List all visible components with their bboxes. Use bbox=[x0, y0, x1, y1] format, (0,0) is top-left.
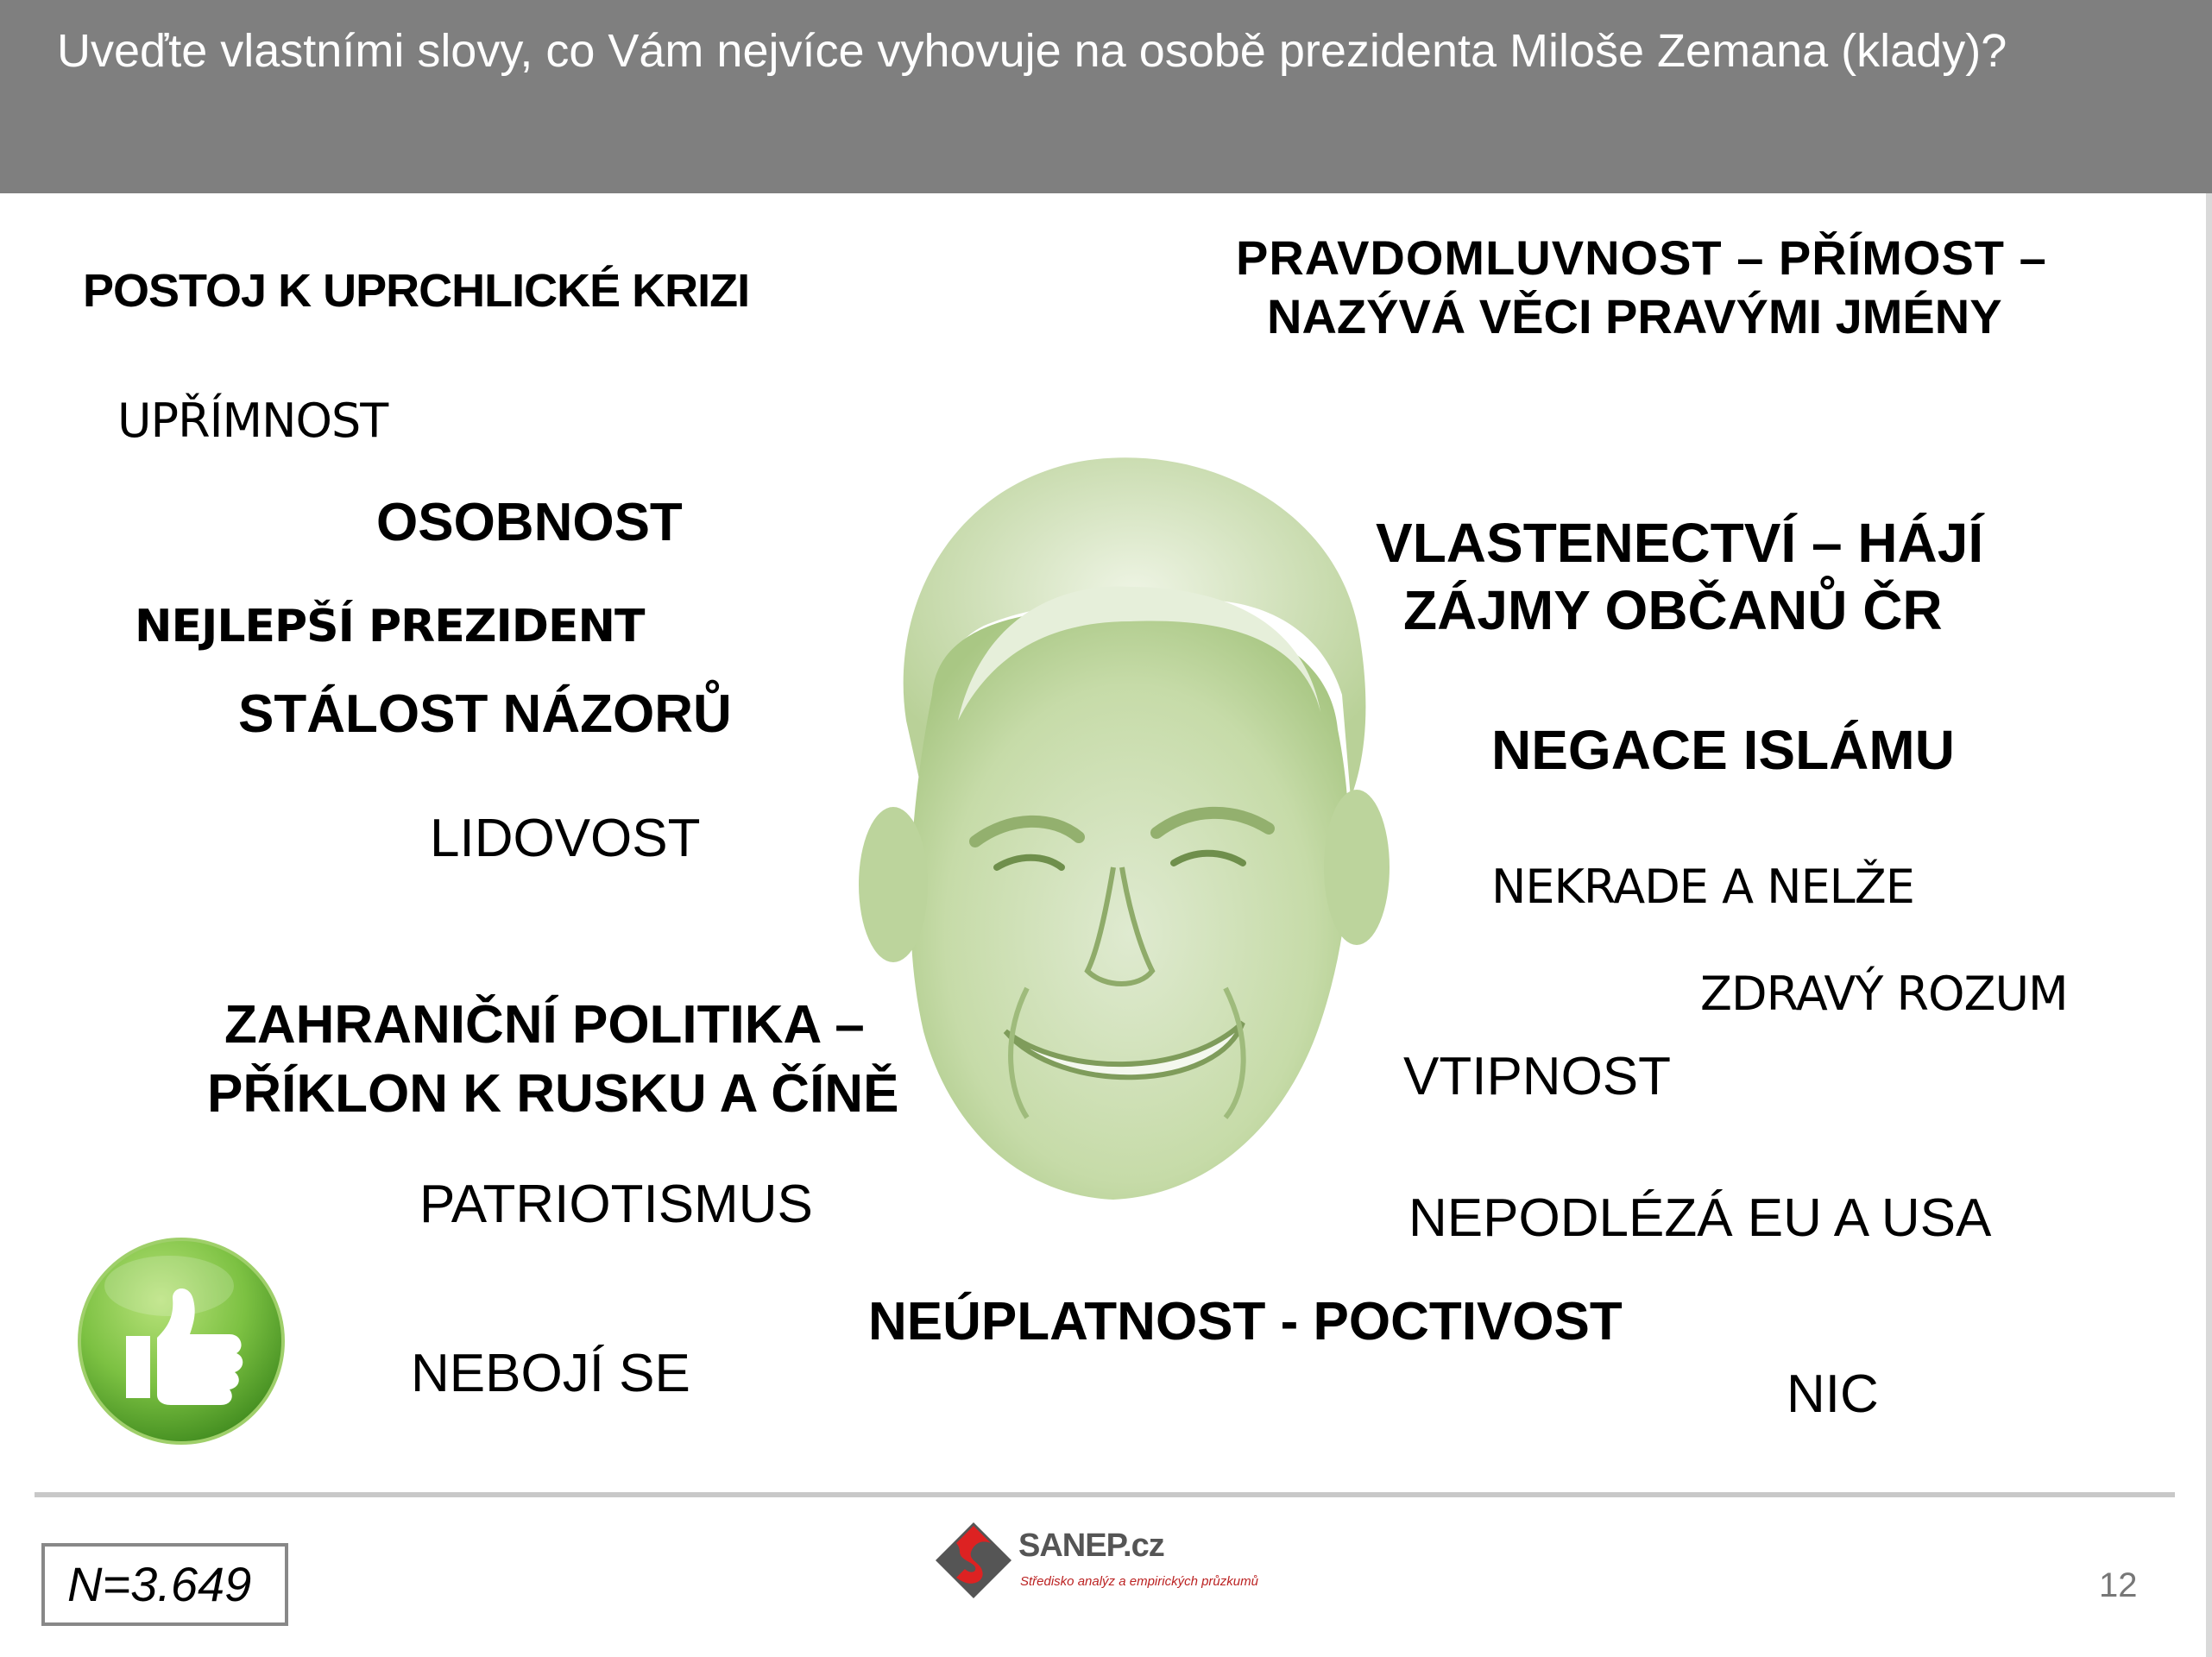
sanep-logo-icon bbox=[930, 1517, 1017, 1603]
keyword-neboji: NEBOJÍ SE bbox=[411, 1344, 690, 1403]
slide-edge bbox=[2206, 193, 2212, 1657]
thumbs-up-icon bbox=[74, 1234, 288, 1448]
keyword-vlastenectvi-1: VLASTENECTVÍ – HÁJÍ bbox=[1376, 512, 1984, 574]
keyword-negace: NEGACE ISLÁMU bbox=[1491, 719, 1955, 781]
keyword-neuplatnost: NEÚPLATNOST - POCTIVOST bbox=[868, 1292, 1623, 1351]
page-number: 12 bbox=[2099, 1566, 2138, 1604]
keyword-nepodleza: NEPODLÉZÁ EU A USA bbox=[1408, 1188, 1992, 1248]
keyword-nic: NIC bbox=[1787, 1364, 1879, 1424]
slide-header bbox=[0, 0, 2212, 193]
keyword-postoj: POSTOJ K UPRCHLICKÉ KRIZI bbox=[83, 265, 750, 317]
keyword-stalost: STÁLOST NÁZORŮ bbox=[238, 684, 732, 744]
sanep-logo bbox=[930, 1517, 1293, 1612]
logo-tagline: Středisko analýz a empirických průzkumů bbox=[1020, 1574, 1258, 1589]
logo-name: SANEP.cz bbox=[1018, 1528, 1164, 1564]
keyword-pravdomluvnost-1: PRAVDOMLUVNOST – PŘÍMOST – bbox=[1236, 230, 2047, 285]
president-portrait bbox=[854, 436, 1390, 1213]
footer-divider bbox=[35, 1492, 2175, 1497]
keyword-zahranicni-1: ZAHRANIČNÍ POLITIKA – bbox=[224, 995, 865, 1055]
keyword-nejlepsi: NEJLEPŠÍ PREZIDENT bbox=[135, 601, 645, 652]
keyword-vlastenectvi-2: ZÁJMY OBČANŮ ČR bbox=[1403, 579, 1943, 641]
keyword-nekrade: NEKRADE A NELŽE bbox=[1491, 860, 1914, 914]
keyword-zahranicni-2: PŘÍKLON K RUSKU A ČÍNĚ bbox=[207, 1064, 899, 1124]
keyword-vtipnost: VTIPNOST bbox=[1403, 1047, 1672, 1106]
keyword-osobnost: OSOBNOST bbox=[376, 493, 683, 552]
keyword-pravdomluvnost-2: NAZÝVÁ VĚCI PRAVÝMI JMÉNY bbox=[1267, 289, 2002, 343]
keyword-patriotismus: PATRIOTISMUS bbox=[419, 1175, 813, 1234]
keyword-zdravy: ZDRAVÝ ROZUM bbox=[1700, 967, 2068, 1021]
sample-size-box: N=3.649 bbox=[41, 1543, 288, 1626]
keyword-uprimnost: UPŘÍMNOST bbox=[117, 394, 388, 448]
slide-title: Uveďte vlastními slovy, co Vám nejvíce vyhovuje na osobě prezidenta Miloše Zemana (klady)? bbox=[57, 25, 2007, 77]
keyword-lidovost: LIDOVOST bbox=[430, 809, 701, 868]
